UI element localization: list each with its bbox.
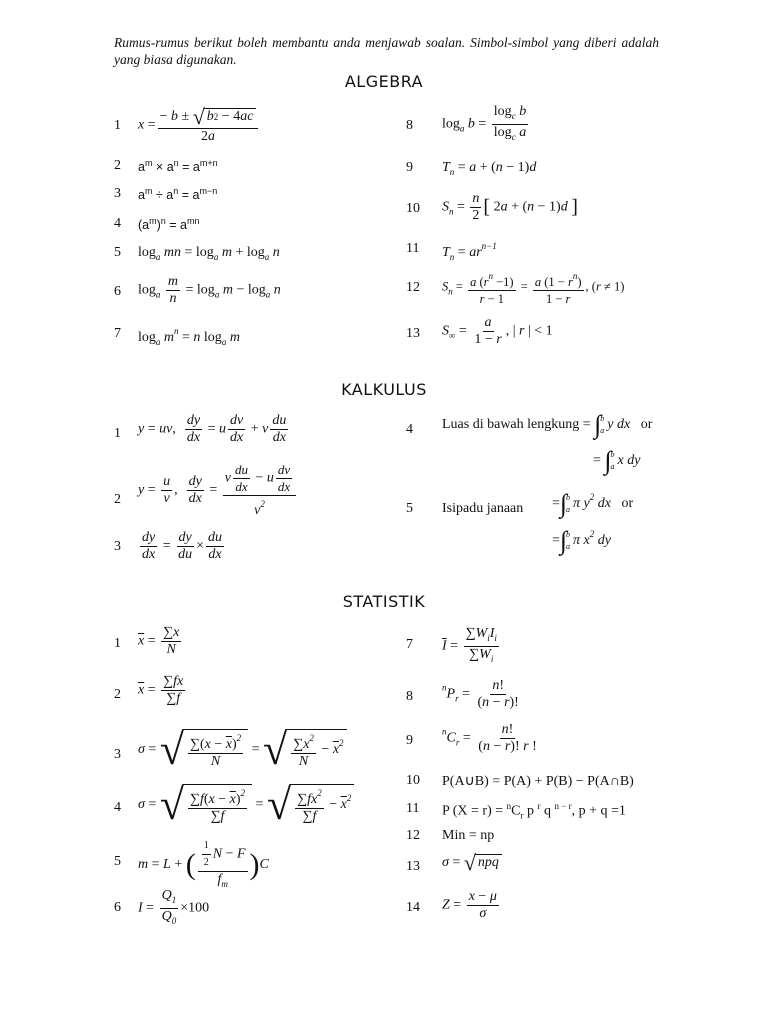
alg-formula-6: $\log_a$ $\frac{m}{n}$ = $\log_a m - \log_a n$ <box>138 274 281 306</box>
intro-text: Rumus-rumus berikut boleh membantu anda menjawab soalan. Simbol-simbol yang diberi adalah yang biasa digunakan. <box>114 35 659 67</box>
alg-formula-4: $(a^m)^n = a^{mn}$ <box>138 216 200 233</box>
stat-formula-1: $\overline{x}$ = $\frac{\sum x}{N}$ <box>138 625 180 657</box>
stat-formula-11: P $(X = r) = ^nC_r$ p $^r$ q $^{n - r}$, p + q =1 <box>442 801 626 821</box>
alg-formula-10: $S_n$ = $\frac{n}{2}$ [ 2a + (n − 1)d ] <box>442 191 578 223</box>
stat-formula-10: P(A∪B) = P(A) + P(B) − P(A∩B) <box>442 774 634 789</box>
alg-number-12: 12 <box>406 280 420 295</box>
stat-formula-9: $^nC_r$ = $\frac{n!}{(n - r)! r !}$ <box>442 722 537 754</box>
alg-formula-8: $\log_a b$ = $\frac{\log_c b}{\log_c a}$ <box>442 104 527 142</box>
stat-number-3: 3 <box>114 747 121 762</box>
stat-number-13: 13 <box>406 859 420 874</box>
alg-formula-1: x = $\frac{- b \pm √ b2 - 4ac}{2a}$ <box>138 106 260 145</box>
stat-number-2: 2 <box>114 687 121 702</box>
alg-number-11: 11 <box>406 241 420 256</box>
stat-number-14: 14 <box>406 900 420 915</box>
kal-number-3: 3 <box>114 539 121 554</box>
stat-formula-7: $\overline{I}$ = $\frac{\sum W_iI_i}{\sum W_i}$ <box>442 626 497 664</box>
alg-number-8: 8 <box>406 118 413 133</box>
alg-number-9: 9 <box>406 160 413 175</box>
stat-formula-8: $^nP_r$ = $\frac{n!}{(n - r)!}$ <box>442 678 519 710</box>
stat-number-7: 7 <box>406 637 413 652</box>
heading-kalkulus: KALKULUS <box>341 380 427 399</box>
alg-number-4: 4 <box>114 216 121 231</box>
stat-number-4: 4 <box>114 800 121 815</box>
alg-formula-13: $S_\infty$ = $\frac{a}{1 - r}$ , | r | < 1 <box>442 315 553 347</box>
kal-formula-2: y = $\frac{u}{v}$ , $\frac{dy}{dx}$ = v $\frac{du}{dx}$ − u $\frac{dv}{dx}$ $v^2$ <box>138 462 298 519</box>
stat-number-11: 11 <box>406 801 420 816</box>
alg-number-6: 6 <box>114 284 121 299</box>
alg-formula-9: $T_n = a + (n - 1)d$ <box>442 160 537 177</box>
alg-number-13: 13 <box>406 326 420 341</box>
alg-formula-2: $a^m \times a^n = a^{m+n}$ <box>138 158 218 175</box>
stat-formula-14: Z = $\frac{x - \mu}{\sigma}$ <box>442 889 497 921</box>
alg-formula-12: $S_n$ = $\frac{a (r^n -1)}{r - 1}$ = $\frac{a (1 - r^n)}{1 - r}$ , (r ≠ 1) <box>442 268 624 307</box>
kal-isipadu-label: Isipadu janaan <box>442 501 524 516</box>
stat-formula-2: $\overline{x}$ = $\frac{\sum fx}{\sum f}$ <box>138 674 184 706</box>
alg-formula-5: $\log_a$ mn = $\log_a m + \log_a n$ <box>138 245 280 262</box>
alg-number-2: 2 <box>114 158 121 173</box>
stat-formula-4: σ = √ $\frac{\sum f(x - \overline{x})^2}{\sum f}$ = √ $\frac{\sum fx^2}{\sum f}$ − $\overline{x}^2$ <box>138 783 354 827</box>
stat-number-9: 9 <box>406 733 413 748</box>
heading-algebra: ALGEBRA <box>344 72 424 91</box>
kal-formula-5b: =∫ b a π $x^2$ dy <box>552 526 611 555</box>
kal-number-2: 2 <box>114 492 121 507</box>
alg-number-10: 10 <box>406 201 420 216</box>
kal-formula-4a: Luas di bawah lengkung = ∫ b a y dx or <box>442 410 653 439</box>
kal-formula-4b: = ∫ b a x dy <box>593 446 641 475</box>
stat-number-6: 6 <box>114 900 121 915</box>
alg-number-7: 7 <box>114 326 121 341</box>
stat-formula-3: σ = √ $\frac{\sum(x - \overline{x})^2}{N}$ = √ $\frac{\sum x^2}{N}$ − $\overline{x}^2$ <box>138 728 347 772</box>
alg-number-5: 5 <box>114 245 121 260</box>
kal-number-5: 5 <box>406 501 413 516</box>
alg-formula-7: $\log_a m^n = n$ $\log_a m$ <box>138 326 240 347</box>
alg-formula-11: $T_n = ar^{n-1}$ <box>442 241 497 262</box>
kal-number-1: 1 <box>114 426 121 441</box>
stat-number-10: 10 <box>406 773 420 788</box>
stat-number-8: 8 <box>406 689 413 704</box>
stat-formula-5: m = L + ( $\frac{1}{2}$ N − F $f_m$ )C <box>138 840 269 889</box>
stat-number-5: 5 <box>114 854 121 869</box>
stat-formula-6: I = $\frac{Q_1}{Q_0}$ ×100 <box>138 888 210 926</box>
stat-formula-13: σ = √ npq <box>442 852 502 874</box>
stat-number-1: 1 <box>114 636 121 651</box>
stat-formula-12: Min = np <box>442 828 495 843</box>
kal-formula-3: $\frac{dy}{dx}$ = $\frac{dy}{du}$ × $\frac{du}{dx}$ <box>142 530 223 562</box>
kal-formula-1: y = uv, $\frac{dy}{dx}$ = u $\frac{dv}{dx}$ + v $\frac{du}{dx}$ <box>138 413 287 445</box>
kal-formula-5a: =∫ b a π $y^2$ dx or <box>552 489 634 518</box>
alg-number-3: 3 <box>114 186 121 201</box>
stat-number-12: 12 <box>406 828 420 843</box>
alg-formula-3: $a^m \div a^n = a^{m-n}$ <box>138 186 218 203</box>
heading-statistik: STATISTIK <box>342 592 426 611</box>
alg-number-1: 1 <box>114 118 121 133</box>
kal-number-4: 4 <box>406 422 413 437</box>
